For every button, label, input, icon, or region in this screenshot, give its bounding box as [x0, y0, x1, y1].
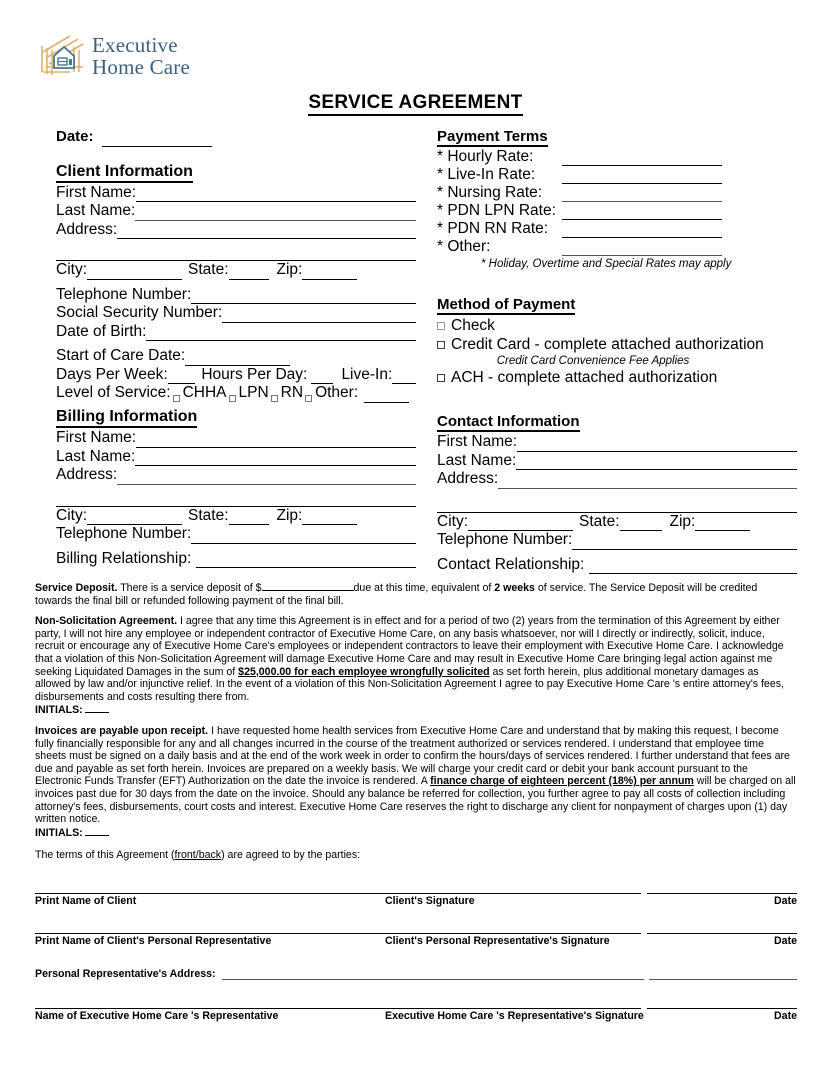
billing-address-input-2[interactable] [56, 493, 416, 507]
pdn-lpn-rate-label: * PDN LPN Rate: [437, 202, 556, 219]
client-first-name-label: First Name: [56, 183, 137, 201]
level-option-other: Other: [315, 384, 359, 401]
client-state-input[interactable] [229, 266, 269, 280]
billing-first-name-input[interactable] [136, 434, 416, 448]
live-in-rate-label: * Live-In Rate: [437, 166, 536, 183]
level-option-lpn: LPN [238, 384, 269, 401]
client-city-state-zip-row [56, 261, 416, 280]
client-last-name-label: Last Name: [56, 202, 136, 219]
contact-first-name-input[interactable] [517, 438, 797, 452]
contact-relationship-input[interactable] [589, 560, 797, 574]
client-section [56, 128, 416, 403]
client-ssn-input[interactable] [222, 309, 416, 323]
signature-labels-1 [35, 895, 797, 907]
client-address-input[interactable] [117, 225, 416, 239]
date-label-3: Date [774, 1010, 797, 1022]
billing-relationship-row [56, 550, 416, 569]
billing-relationship-input[interactable] [196, 554, 416, 568]
logo-text-line1: Executive [92, 32, 178, 57]
signature-labels-3 [35, 1010, 797, 1022]
client-city-label: City: [56, 261, 87, 278]
invoices-initials-label: INITIALS: [35, 826, 83, 839]
representative-address-field: Personal Representative's Address : [35, 968, 797, 980]
client-live-in-input[interactable] [392, 370, 416, 384]
contact-last-name-input[interactable] [516, 456, 797, 470]
client-ssn-row [56, 304, 416, 323]
company-logo [40, 34, 190, 78]
date-label-2: Date [774, 935, 797, 947]
non-solicitation-text-1: I agree that any time this Agreement is in effect and for a period of two (2) years from the termination of this Agreement by either party, I will not hire any employee or independent contractor of Executive Home Care, on any basis whatsoever, nor will I directly or indirectly, solicit, induce, recruit or encourage any of Executive Home Care's employees or independent contractors to leave their employment with Executive Home Care. I acknowledge that a violation of this Non-Solicitation Agreement will damage Executive Home Care and may result in Executive Home Care bringing legal action against me seeking Liquidated Damages in the sum of [35, 615, 784, 678]
service-deposit-title: Service Deposit. [35, 582, 118, 594]
non-solicitation-text-2: as set forth herein, plus additional monetary damages as allowed by law and/or injunctive relief. In the event of a violation of this Non-Solicitation Agreement I agree to pay Executive Home Care 's entire attorney's fees, disbursements and costs resulting there from. [35, 665, 784, 703]
client-hours-per-day-input[interactable] [311, 370, 333, 384]
print-name-of-client-label: Print Name of Client [35, 895, 137, 907]
representative-address-label: Personal Representative's Address [35, 968, 213, 980]
contact-zip-label: Zip: [669, 512, 696, 530]
client-last-name-input[interactable] [135, 207, 416, 221]
terms-text-2: ) are agreed to by the parties: [221, 849, 361, 862]
contact-address-row [437, 470, 797, 489]
service-deposit-text-2: due at this time, equivalent of [353, 582, 495, 594]
pdn-rn-rate-label: * PDN RN Rate: [437, 220, 549, 237]
client-address-row-2 [56, 239, 416, 261]
terms-text-1: The terms of this Agreement ( [35, 849, 175, 862]
non-solicitation-initials-input[interactable] [85, 704, 109, 713]
credit-card-fee-note: Credit Card Convenience Fee Applies [496, 355, 690, 367]
contact-state-label: State: [579, 512, 620, 530]
level-other-input[interactable] [364, 389, 409, 403]
pdn-rn-rate-row [437, 220, 797, 238]
contact-address-input[interactable] [498, 475, 797, 489]
date-input-line[interactable] [102, 133, 212, 147]
contact-zip-input[interactable] [695, 517, 750, 531]
client-state-label: State: [188, 261, 229, 278]
billing-telephone-label: Telephone Number: [56, 525, 192, 542]
contact-telephone-row [437, 531, 797, 550]
non-solicitation-initials-label: INITIALS: [35, 704, 83, 717]
contact-first-name-label: First Name: [437, 433, 518, 450]
checkbox-other[interactable] [305, 395, 312, 402]
level-option-rn: RN [280, 384, 304, 401]
representative-signature-label: Client's Personal Representative's Signature [385, 935, 610, 947]
pdn-rn-rate-input[interactable] [562, 224, 722, 238]
live-in-rate-input[interactable] [562, 170, 722, 184]
page-title-text: SERVICE AGREEMENT [308, 92, 522, 116]
billing-state-input[interactable] [229, 511, 269, 525]
contact-address-label: Address: [437, 470, 499, 487]
client-schedule-row [56, 366, 416, 385]
client-zip-input[interactable] [302, 266, 357, 280]
billing-city-label: City: [56, 506, 87, 524]
company-representative-signature-label: Executive Home Care 's Representative's Signature [385, 1010, 644, 1022]
service-deposit-paragraph [35, 582, 797, 607]
contact-address-input-2[interactable] [437, 499, 797, 513]
contact-section [437, 413, 797, 574]
client-days-per-week-label: Days Per Week: [56, 365, 168, 383]
billing-address-row-2 [56, 485, 416, 507]
date-label-1: Date [774, 895, 797, 907]
billing-zip-input[interactable] [302, 511, 357, 525]
contact-city-label: City: [437, 512, 468, 530]
client-city-input[interactable] [87, 266, 182, 280]
billing-address-input[interactable] [117, 471, 416, 485]
checkbox-ach[interactable] [437, 374, 445, 382]
non-solicitation-title: Non-Solicitation Agreement. [35, 615, 178, 628]
other-rate-input[interactable] [562, 242, 722, 256]
level-of-service-label: Level of Service: [56, 384, 171, 401]
client-first-name-input[interactable] [136, 188, 416, 202]
date-field-row [56, 128, 416, 147]
method-of-payment-heading: Method of Payment [437, 296, 576, 313]
name-of-company-representative-label: Name of Executive Home Care 's Representative [35, 1010, 279, 1022]
date-label: Date: [56, 128, 94, 145]
signature-row-2 [35, 933, 797, 947]
billing-telephone-input[interactable] [191, 530, 416, 544]
invoices-title: Invoices are payable upon receipt. [35, 724, 209, 737]
payment-option-credit-card-label: Credit Card - complete attached authorization [451, 336, 764, 353]
contact-last-name-label: Last Name: [437, 451, 517, 469]
client-information-heading: Client Information [56, 163, 193, 183]
non-solicitation-emphasis: $25,000.00 for each employee wrongfully solicited [238, 665, 490, 678]
client-address-label: Address: [56, 220, 118, 238]
nursing-rate-row [437, 184, 797, 202]
hourly-rate-input[interactable] [562, 152, 722, 166]
level-of-service-row [56, 384, 416, 403]
signature-row-1 [35, 893, 797, 907]
client-address-row [56, 221, 416, 240]
print-name-of-representative-label: Print Name of Client's Personal Representative [35, 935, 272, 947]
contact-first-name-row [437, 433, 797, 452]
payment-option-check-label: Check [451, 317, 495, 334]
contact-state-input[interactable] [620, 517, 662, 531]
billing-state-label: State: [188, 506, 229, 524]
nursing-rate-input[interactable] [562, 188, 722, 202]
service-deposit-text-3: of service. The Service Deposit will be credited towards the final bill or refunded following payment of the final bill. [35, 582, 758, 607]
representative-address-input[interactable] [222, 969, 797, 980]
checkbox-chha[interactable] [173, 395, 180, 402]
invoices-emphasis: finance charge of eighteen percent (18%) per annum [430, 775, 694, 788]
pdn-lpn-rate-row [437, 202, 797, 220]
client-start-of-care-label: Start of Care Date: [56, 347, 186, 364]
nursing-rate-label: * Nursing Rate: [437, 184, 543, 201]
billing-last-name-row [56, 448, 416, 467]
front-back-link[interactable]: front/back [174, 849, 222, 862]
billing-address-label: Address: [56, 466, 118, 483]
contact-address-row-2 [437, 489, 797, 513]
contact-telephone-label: Telephone Number: [437, 531, 573, 548]
contact-telephone-input[interactable] [572, 536, 797, 550]
non-solicitation-initials-row [35, 704, 797, 717]
page-title [0, 92, 831, 114]
billing-last-name-input[interactable] [135, 452, 416, 466]
signature-labels-2 [35, 935, 797, 947]
hourly-rate-label: * Hourly Rate: [437, 148, 534, 165]
contact-relationship-row [437, 556, 797, 575]
service-deposit-weeks: 2 weeks [494, 582, 535, 594]
billing-telephone-row [56, 525, 416, 544]
level-option-chha: CHHA [182, 384, 227, 401]
house-logo-icon [40, 34, 86, 78]
billing-first-name-label: First Name: [56, 429, 137, 446]
payment-section [437, 128, 797, 387]
contact-city-input[interactable] [468, 517, 573, 531]
contact-relationship-label: Contact Relationship: [437, 555, 585, 573]
invoices-text-1: I have requested home health services from Executive Home Care and understand that by making this request, I become fully financially responsible for any and all changes incurred in the course of the treatment authorized or services rendered. I understand that employee time sheets must be signed on a daily basis and at the end of the work week in order to confirm the hours/days of services rendered. I further understand that fees are due and payable as set forth herein. Invoices are prepared on a weekly basis. We will charge your credit card or debit your bank account pursuant to the Electronic Funds Transfer (EFT) Authorization on the date the invoice is rendered. A [35, 724, 790, 788]
pdn-lpn-rate-input[interactable] [562, 206, 722, 220]
client-telephone-input[interactable] [191, 290, 416, 304]
service-deposit-text-1: There is a service deposit of $ [120, 582, 262, 594]
payment-option-ach-label: ACH - complete attached authorization [451, 369, 718, 386]
client-address-input-2[interactable] [56, 247, 416, 261]
billing-city-state-zip-row [56, 507, 416, 526]
billing-zip-label: Zip: [276, 506, 303, 524]
hourly-rate-row [437, 148, 797, 166]
billing-last-name-label: Last Name: [56, 447, 136, 465]
checkbox-rn[interactable] [271, 395, 278, 402]
client-signature-label: Client's Signature [385, 895, 475, 907]
legal-text-area [35, 582, 797, 861]
contact-city-state-zip-row [437, 513, 797, 532]
client-last-name-row [56, 202, 416, 221]
other-rate-row [437, 238, 797, 256]
payment-terms-heading: Payment Terms [437, 128, 548, 145]
client-zip-label: Zip: [276, 261, 303, 278]
client-telephone-row [56, 286, 416, 305]
contact-information-heading: Contact Information [437, 413, 580, 430]
billing-section [56, 408, 416, 568]
client-dob-input[interactable] [146, 327, 416, 341]
representative-address-row [35, 968, 797, 980]
non-solicitation-paragraph [35, 615, 797, 717]
billing-first-name-row [56, 429, 416, 448]
client-ssn-label: Social Security Number: [56, 304, 223, 321]
terms-agreement-line [35, 849, 797, 861]
client-hours-per-day-label: Hours Per Day: [201, 365, 308, 383]
invoices-initials-input[interactable] [85, 827, 109, 836]
invoices-text-2: will be charged on all invoices past due for 30 days from the date on the invoice. Should any balance be referred for collection, you further agree to pay all costs of collection including attorney's fees, disbursements, court costs and interest. Executive Home Care reserves the right to discharge any client for nonpayment of charges upon (1) day written notice. [35, 775, 796, 826]
contact-last-name-row [437, 452, 797, 471]
signature-row-3 [35, 1008, 797, 1022]
client-start-of-care-row [56, 347, 416, 366]
payment-option-credit-card-row[interactable] [437, 335, 797, 354]
checkbox-credit-card[interactable] [437, 341, 445, 349]
client-live-in-label: Live-In: [341, 365, 393, 383]
client-dob-label: Date of Birth: [56, 322, 147, 340]
logo-text-line2: Home Care [92, 54, 191, 79]
billing-relationship-label: Billing Relationship: [56, 549, 192, 567]
payment-option-ach-row[interactable] [437, 368, 797, 387]
invoices-paragraph [35, 725, 797, 839]
client-start-of-care-input[interactable] [185, 352, 290, 366]
billing-address-row [56, 466, 416, 485]
client-days-per-week-input[interactable] [168, 370, 196, 384]
client-first-name-row [56, 184, 416, 203]
other-rate-label: * Other: [437, 238, 491, 255]
invoices-initials-row [35, 827, 797, 840]
service-deposit-amount-input[interactable] [262, 582, 354, 591]
billing-city-input[interactable] [87, 511, 182, 525]
payment-terms-note: * Holiday, Overtime and Special Rates may apply [481, 258, 732, 270]
payment-option-check-row[interactable] [437, 316, 797, 335]
client-telephone-label: Telephone Number: [56, 285, 192, 303]
checkbox-lpn[interactable] [229, 395, 236, 402]
billing-information-heading: Billing Information [56, 408, 197, 428]
checkbox-check[interactable] [437, 322, 445, 330]
live-in-rate-row [437, 166, 797, 184]
client-dob-row [56, 323, 416, 342]
